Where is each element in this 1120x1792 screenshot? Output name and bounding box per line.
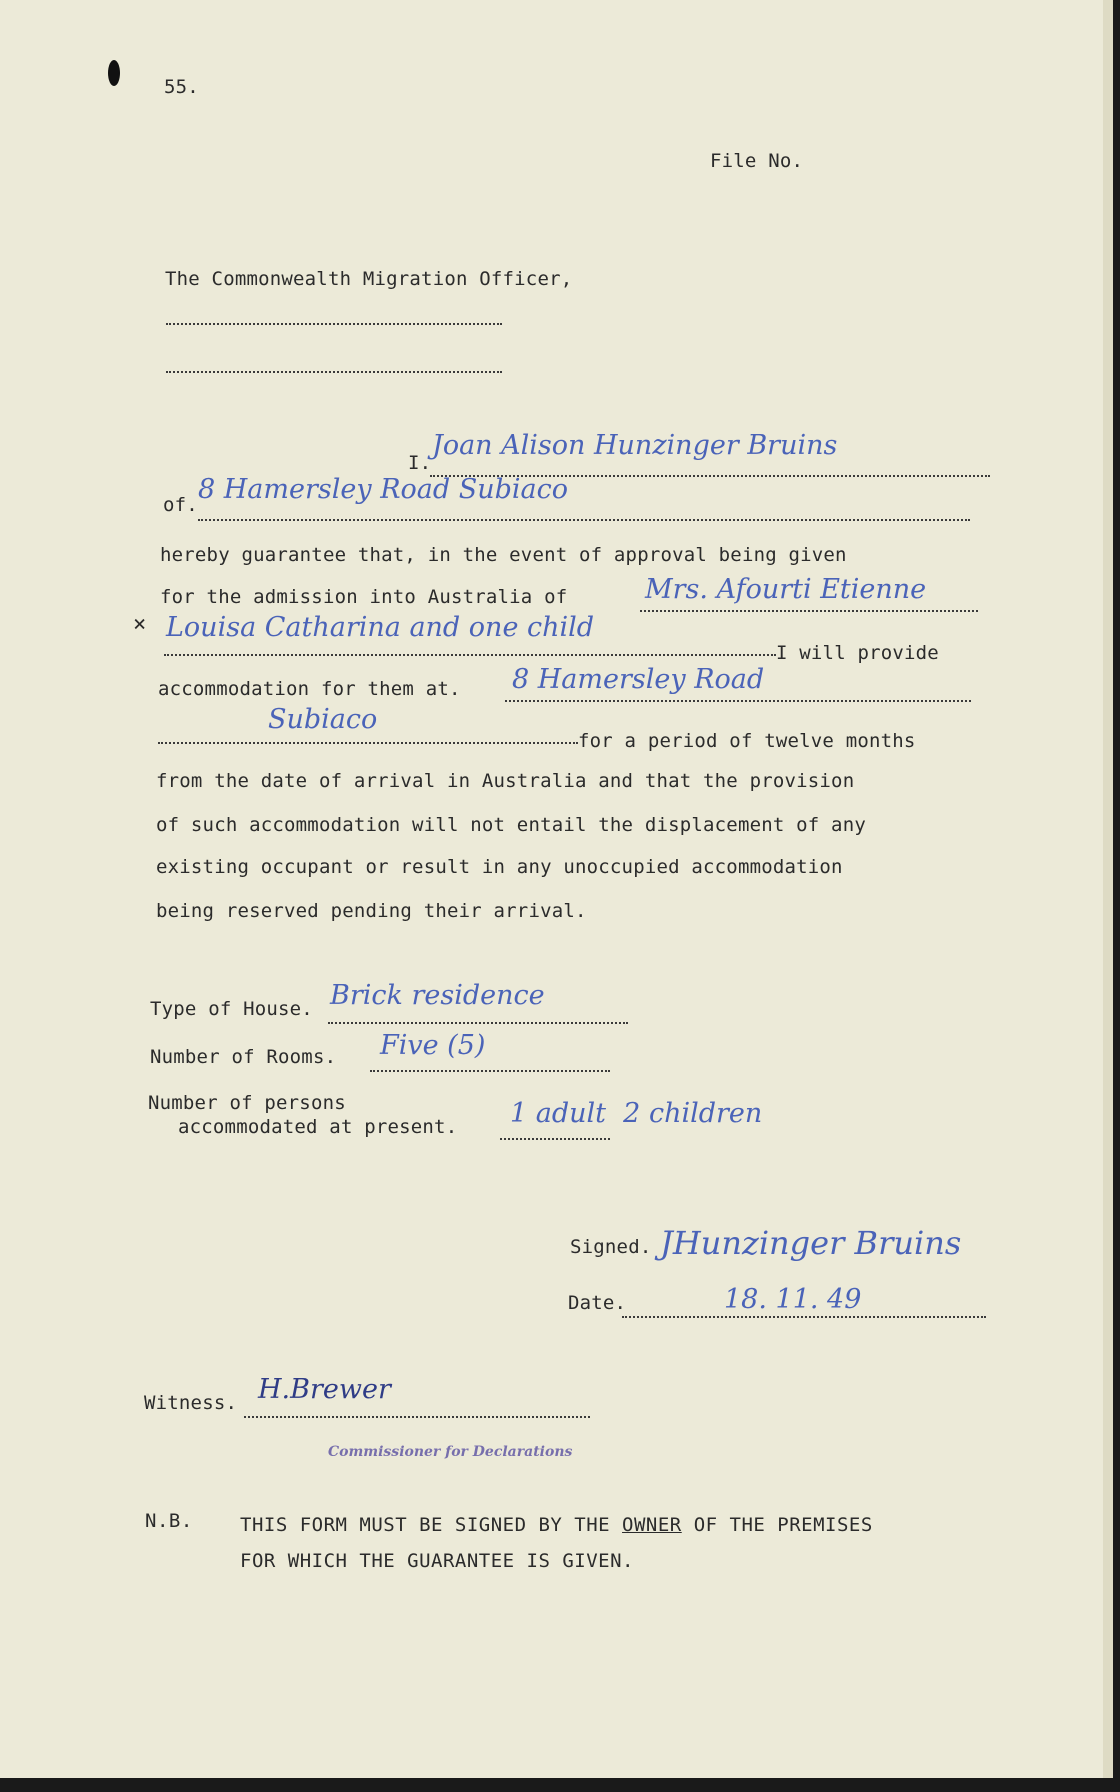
nb-line-1-post: OF THE PREMISES [681, 1514, 873, 1536]
migrant-name-line-1 [640, 610, 978, 612]
nb-line-2: FOR WHICH THE GUARANTEE IS GIVEN. [240, 1550, 634, 1572]
body-line-3: I will provide [776, 642, 939, 664]
type-of-house-line [328, 1022, 628, 1024]
guarantor-address-line [198, 519, 970, 521]
signed-label: Signed. [570, 1236, 652, 1258]
guarantor-name: Joan Alison Hunzinger Bruins [432, 430, 838, 461]
nb-line-1 [240, 1514, 873, 1536]
of-label: of. [163, 494, 198, 516]
date-line [622, 1316, 986, 1318]
rooms-line [370, 1070, 610, 1072]
persons-label-line-1: Number of persons [148, 1092, 346, 1114]
migrant-name-line-2 [164, 654, 776, 656]
addressee: The Commonwealth Migration Officer, [165, 268, 573, 290]
address-blank-line-2 [166, 371, 502, 373]
cross-mark: × [133, 612, 147, 637]
witness-signature: H.Brewer [258, 1374, 391, 1405]
form-number: 55. [164, 76, 199, 98]
guarantor-address: 8 Hamersley Road Subiaco [198, 474, 569, 505]
accommodation-address-line-2 [158, 742, 578, 744]
body-line-4: accommodation for them at. [158, 678, 461, 700]
nb-label: N.B. [145, 1510, 193, 1532]
witness-stamp: Commissioner for Declarations [328, 1444, 573, 1460]
nb-owner: OWNER [622, 1514, 682, 1536]
date-label: Date. [568, 1292, 627, 1314]
persons-label-line-2: accommodated at present. [178, 1116, 458, 1138]
witness-label: Witness. [144, 1392, 238, 1414]
type-of-house-value: Brick residence [330, 980, 545, 1011]
file-no-label: File No. [710, 150, 804, 172]
rooms-label: Number of Rooms. [150, 1046, 337, 1068]
accommodation-address-line-1: 8 Hamersley Road [512, 664, 765, 695]
nb-line-1-pre: THIS FORM MUST BE SIGNED BY THE [240, 1514, 623, 1536]
body-line-2: for the admission into Australia of [160, 586, 568, 608]
witness-line [244, 1416, 590, 1418]
address-blank-line-1 [166, 323, 502, 325]
type-of-house-label: Type of House. [150, 998, 313, 1020]
accommodation-address-line-1 [505, 700, 971, 702]
accommodation-address-line-2: Subiaco [268, 704, 378, 735]
rooms-value: Five (5) [380, 1030, 486, 1061]
ink-blot [108, 60, 120, 86]
body-line-7: of such accommodation will not entail the displacement of any [156, 814, 866, 836]
persons-line [500, 1138, 610, 1140]
body-line-5: for a period of twelve months [578, 730, 916, 752]
body-line-9: being reserved pending their arrival. [156, 900, 587, 922]
migrant-name-line-2: Louisa Catharina and one child [166, 612, 595, 643]
persons-value: 1 adult 2 children [510, 1098, 763, 1129]
signature: JHunzinger Bruins [660, 1224, 962, 1262]
i-label: I. [408, 452, 432, 474]
migrant-name-line-1: Mrs. Afourti Etienne [645, 574, 927, 605]
body-line-8: existing occupant or result in any unoccupied accommodation [156, 856, 843, 878]
body-line-6: from the date of arrival in Australia and that the provision [156, 770, 855, 792]
date-value: 18. 11. 49 [724, 1284, 862, 1315]
body-line-1: hereby guarantee that, in the event of approval being given [160, 544, 847, 566]
